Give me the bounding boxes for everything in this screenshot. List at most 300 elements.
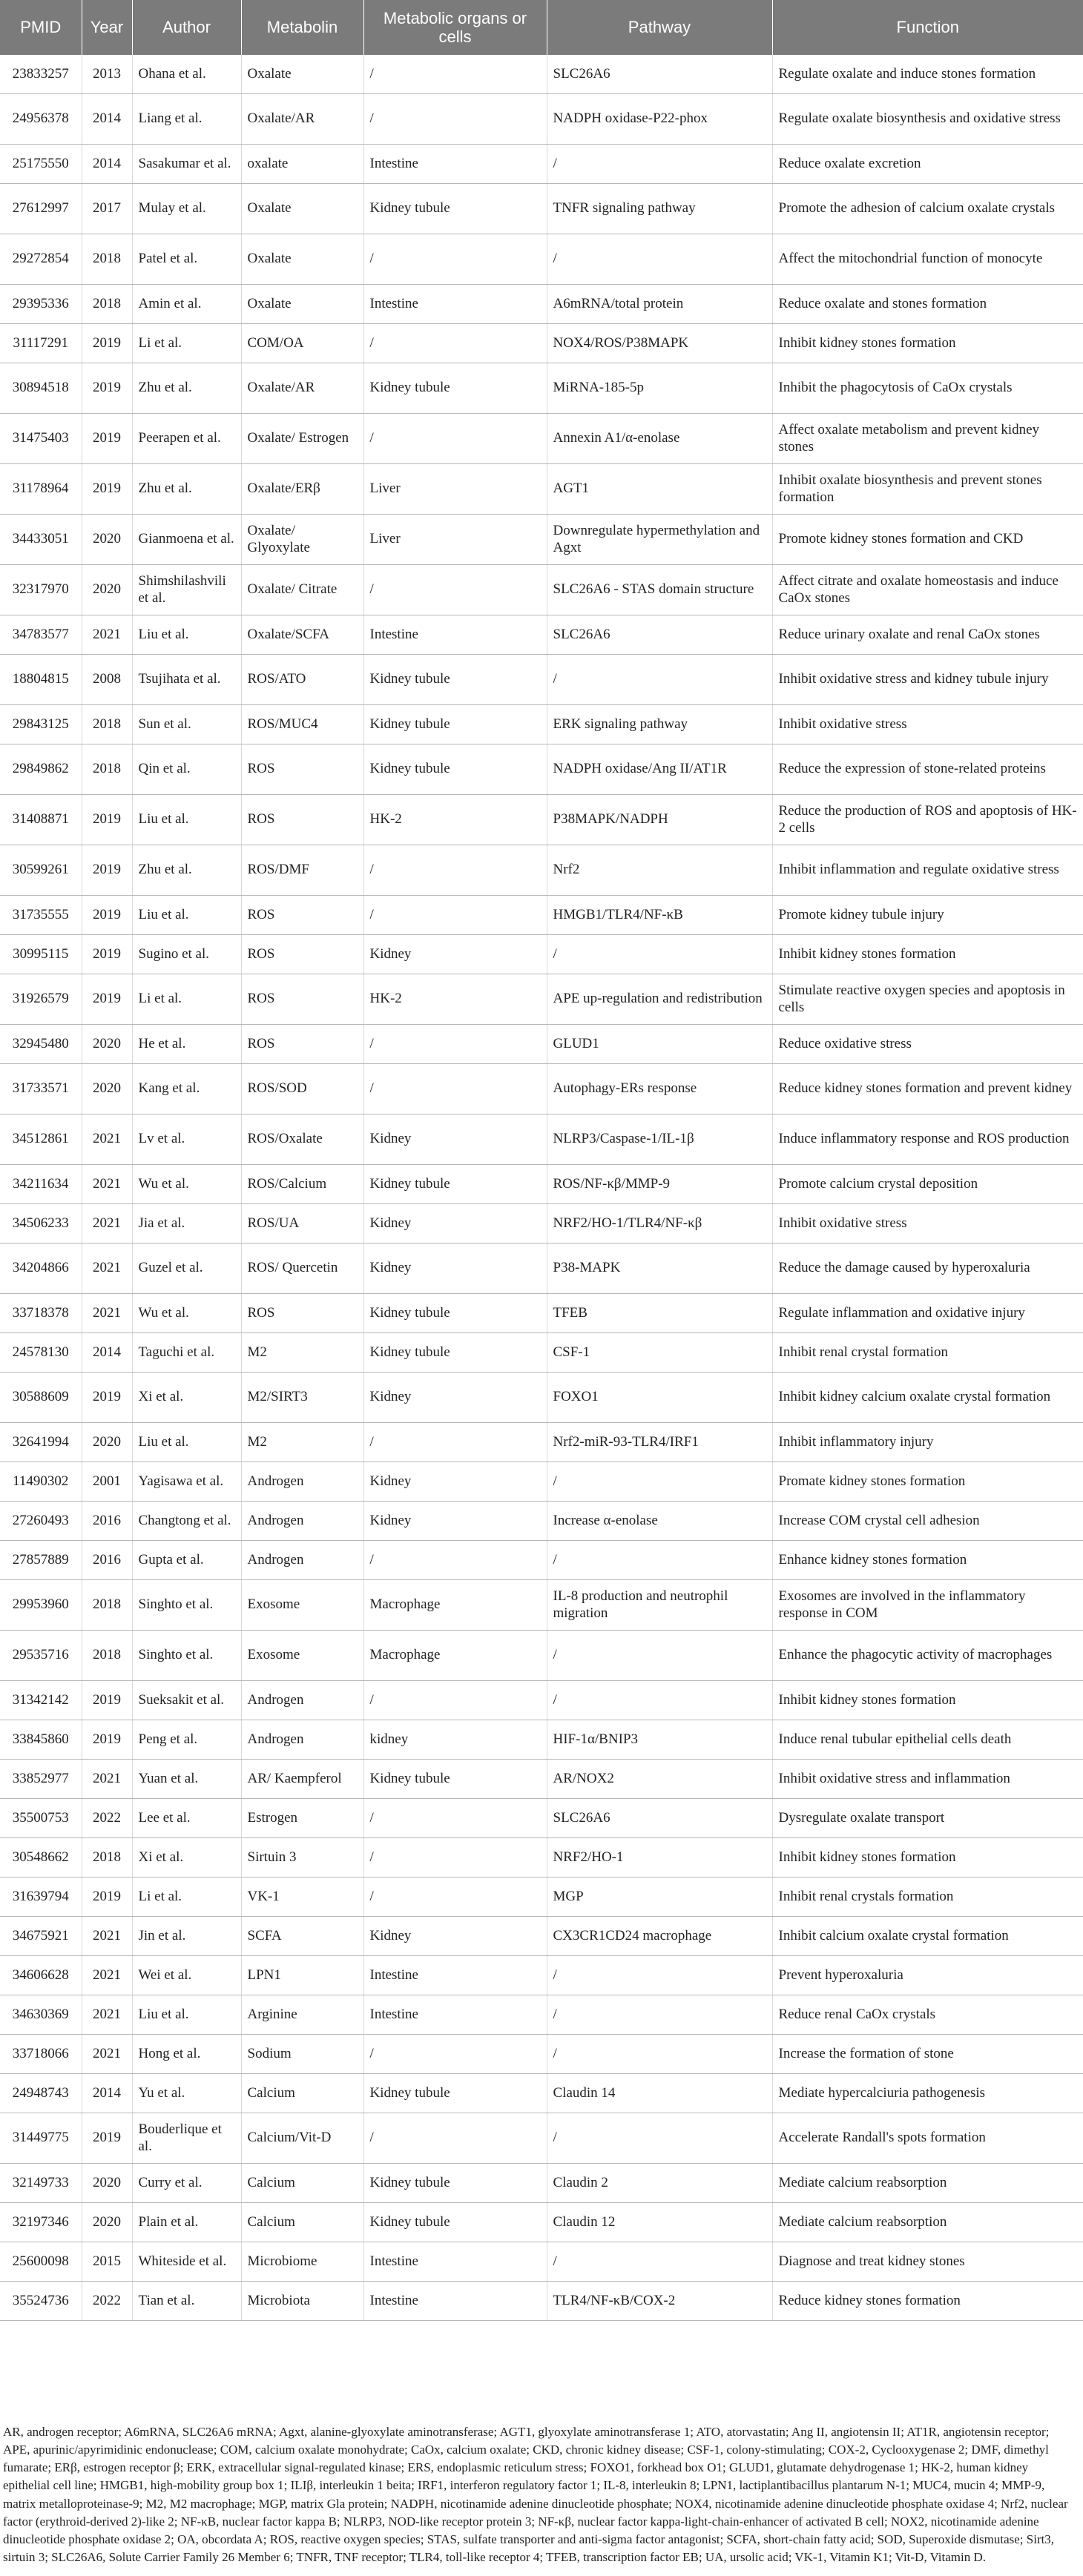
cell-metabolin: Oxalate [241,234,363,285]
cell-metabolin: Sirtuin 3 [241,1838,363,1877]
cell-year: 2020 [82,2164,132,2203]
cell-metabolin: Arginine [241,1995,363,2035]
table-row [0,184,1083,234]
cell-year: 2019 [82,2113,132,2164]
cell-function: Accelerate Randall's spots formation [772,2113,1083,2164]
cell-metabolin: Androgen [241,1681,363,1720]
cell-organ: / [363,1681,547,1720]
cell-metabolin: SCFA [241,1917,363,1956]
cell-author: Liu et al. [132,615,241,655]
cell-author: Qin et al. [132,744,241,795]
cell-metabolin: Androgen [241,1541,363,1580]
cell-pathway: Nrf2 [547,845,772,896]
cell-function: Inhibit the phagocytosis of CaOx crystals [772,363,1083,414]
cell-pathway: Claudin 12 [547,2203,772,2242]
cell-pmid: 30995115 [0,935,82,974]
cell-year: 2014 [82,145,132,184]
cell-pathway: IL-8 production and neutrophil migration [547,1580,772,1631]
cell-author: Li et al. [132,324,241,363]
cell-year: 2020 [82,1423,132,1462]
cell-year: 2018 [82,1631,132,1681]
cell-pmid: 24578130 [0,1333,82,1373]
cell-pathway: Nrf2-miR-93-TLR4/IRF1 [547,1423,772,1462]
cell-pathway: NRF2/HO-1 [547,1838,772,1877]
cell-organ: Kidney tubule [363,1333,547,1373]
cell-pmid: 27857889 [0,1541,82,1580]
cell-pathway: / [547,1462,772,1502]
cell-pmid: 35500753 [0,1799,82,1838]
cell-metabolin: Oxalate/ERβ [241,464,363,515]
cell-author: Yagisawa et al. [132,1462,241,1502]
cell-metabolin: LPN1 [241,1956,363,1995]
cell-year: 2021 [82,1114,132,1165]
table-row [0,2282,1083,2321]
cell-pmid: 29535716 [0,1631,82,1681]
cell-year: 2020 [82,2203,132,2242]
table-row [0,285,1083,324]
cell-organ: Kidney tubule [363,1165,547,1204]
cell-pmid: 31926579 [0,974,82,1025]
cell-metabolin: Oxalate/AR [241,94,363,145]
cell-pathway: TNFR signaling pathway [547,184,772,234]
table-row [0,795,1083,845]
header-organs: Metabolic organs or cells [363,0,547,55]
table-row [0,1462,1083,1502]
cell-pmid: 25600098 [0,2242,82,2282]
cell-pathway: FOXO1 [547,1373,772,1423]
cell-organ: / [363,1799,547,1838]
cell-pmid: 31342142 [0,1681,82,1720]
cell-year: 2001 [82,1462,132,1502]
cell-author: Yu et al. [132,2074,241,2113]
cell-function: Inhibit oxidative stress and kidney tubule injury [772,655,1083,705]
cell-author: Bouderlique et al. [132,2113,241,2164]
cell-author: Liu et al. [132,1423,241,1462]
table-row [0,1502,1083,1541]
cell-pmid: 30588609 [0,1373,82,1423]
cell-function: Inhibit calcium oxalate crystal formation [772,1917,1083,1956]
cell-metabolin: ROS/ Quercetin [241,1244,363,1294]
cell-function: Promote kidney tubule injury [772,896,1083,935]
cell-author: Zhu et al. [132,363,241,414]
cell-year: 2019 [82,896,132,935]
cell-function: Inhibit oxidative stress [772,705,1083,744]
cell-metabolin: Calcium [241,2203,363,2242]
cell-year: 2021 [82,1165,132,1204]
table-row [0,1294,1083,1333]
cell-pmid: 33845860 [0,1720,82,1760]
cell-organ: / [363,55,547,94]
cell-pmid: 34675921 [0,1917,82,1956]
cell-year: 2019 [82,935,132,974]
cell-pathway: SLC26A6 [547,615,772,655]
table-row [0,1423,1083,1462]
header-author: Author [132,0,241,55]
table-row [0,1373,1083,1423]
cell-organ: Intestine [363,145,547,184]
cell-pathway: NADPH oxidase-P22-phox [547,94,772,145]
cell-function: Diagnose and treat kidney stones [772,2242,1083,2282]
cell-organ: Intestine [363,2282,547,2321]
cell-year: 2020 [82,565,132,615]
header-metabolin: Metabolin [241,0,363,55]
cell-pmid: 31639794 [0,1877,82,1917]
table-row [0,974,1083,1025]
cell-metabolin: COM/OA [241,324,363,363]
cell-pmid: 34783577 [0,615,82,655]
table-row [0,515,1083,565]
cell-organ: / [363,845,547,896]
cell-function: Affect the mitochondrial function of monocyte [772,234,1083,285]
header-pathway: Pathway [547,0,772,55]
cell-metabolin: Exosome [241,1580,363,1631]
cell-year: 2018 [82,744,132,795]
cell-metabolin: Microbiome [241,2242,363,2282]
table-row [0,935,1083,974]
cell-metabolin: Oxalate/AR [241,363,363,414]
cell-author: Gupta et al. [132,1541,241,1580]
cell-metabolin: Oxalate [241,285,363,324]
cell-pmid: 24956378 [0,94,82,145]
cell-function: Prevent hyperoxaluria [772,1956,1083,1995]
cell-function: Induce renal tubular epithelial cells death [772,1720,1083,1760]
cell-author: Xi et al. [132,1373,241,1423]
cell-metabolin: Androgen [241,1720,363,1760]
cell-pmid: 29849862 [0,744,82,795]
cell-metabolin: Calcium/Vit-D [241,2113,363,2164]
cell-organ: / [363,1064,547,1114]
cell-pmid: 29395336 [0,285,82,324]
cell-year: 2018 [82,234,132,285]
cell-pathway: / [547,2242,772,2282]
cell-pathway: MiRNA-185-5p [547,363,772,414]
cell-author: Tian et al. [132,2282,241,2321]
cell-function: Inhibit renal crystals formation [772,1877,1083,1917]
cell-author: Liu et al. [132,896,241,935]
cell-metabolin: ROS [241,795,363,845]
cell-function: Reduce oxalate excretion [772,145,1083,184]
cell-organ: Kidney tubule [363,2074,547,2113]
cell-pmid: 34512861 [0,1114,82,1165]
cell-year: 2017 [82,184,132,234]
cell-function: Inhibit kidney stones formation [772,935,1083,974]
cell-organ: HK-2 [363,974,547,1025]
cell-author: Plain et al. [132,2203,241,2242]
cell-year: 2018 [82,1580,132,1631]
table-row [0,464,1083,515]
cell-metabolin: Oxalate/SCFA [241,615,363,655]
cell-function: Inhibit oxidative stress [772,1204,1083,1244]
cell-organ: Kidney tubule [363,744,547,795]
cell-function: Mediate calcium reabsorption [772,2164,1083,2203]
table-row [0,1799,1083,1838]
cell-author: Curry et al. [132,2164,241,2203]
cell-author: Li et al. [132,1877,241,1917]
table-row [0,234,1083,285]
cell-organ: / [363,1541,547,1580]
table-row [0,845,1083,896]
cell-pmid: 31449775 [0,2113,82,2164]
cell-pathway: Annexin A1/α-enolase [547,414,772,464]
table-row [0,655,1083,705]
cell-author: Taguchi et al. [132,1333,241,1373]
cell-metabolin: ROS [241,744,363,795]
cell-function: Inhibit kidney stones formation [772,1681,1083,1720]
cell-author: Peng et al. [132,1720,241,1760]
cell-organ: Kidney tubule [363,1294,547,1333]
cell-metabolin: ROS/MUC4 [241,705,363,744]
cell-pathway: Claudin 2 [547,2164,772,2203]
header-pmid: PMID [0,0,82,55]
cell-function: Affect oxalate metabolism and prevent kidney stones [772,414,1083,464]
cell-pathway: / [547,655,772,705]
cell-function: Regulate oxalate biosynthesis and oxidative stress [772,94,1083,145]
cell-function: Promate kidney stones formation [772,1462,1083,1502]
cell-metabolin: ROS [241,1294,363,1333]
cell-organ: Kidney tubule [363,1760,547,1799]
cell-pmid: 27612997 [0,184,82,234]
cell-pmid: 31735555 [0,896,82,935]
cell-function: Promote the adhesion of calcium oxalate crystals [772,184,1083,234]
cell-function: Promote calcium crystal deposition [772,1165,1083,1204]
table-row [0,1333,1083,1373]
cell-function: Mediate calcium reabsorption [772,2203,1083,2242]
cell-organ: HK-2 [363,795,547,845]
cell-author: Whiteside et al. [132,2242,241,2282]
table-row [0,1204,1083,1244]
cell-metabolin: Androgen [241,1462,363,1502]
cell-function: Inhibit renal crystal formation [772,1333,1083,1373]
table-row [0,55,1083,94]
cell-metabolin: Oxalate [241,184,363,234]
table-row [0,363,1083,414]
cell-metabolin: Estrogen [241,1799,363,1838]
cell-pmid: 24948743 [0,2074,82,2113]
cell-author: Wei et al. [132,1956,241,1995]
cell-organ: Kidney [363,1502,547,1541]
cell-year: 2020 [82,515,132,565]
cell-pmid: 31178964 [0,464,82,515]
cell-function: Inhibit oxidative stress and inflammation [772,1760,1083,1799]
cell-metabolin: ROS [241,896,363,935]
cell-organ: / [363,2035,547,2074]
cell-function: Reduce kidney stones formation [772,2282,1083,2321]
cell-organ: Intestine [363,285,547,324]
cell-organ: Kidney tubule [363,2203,547,2242]
cell-author: Zhu et al. [132,845,241,896]
cell-year: 2021 [82,1917,132,1956]
cell-pathway: NADPH oxidase/Ang II/AT1R [547,744,772,795]
cell-pathway: CSF-1 [547,1333,772,1373]
cell-function: Inhibit kidney stones formation [772,1838,1083,1877]
cell-author: Sueksakit et al. [132,1681,241,1720]
cell-year: 2014 [82,1333,132,1373]
cell-function: Promote kidney stones formation and CKD [772,515,1083,565]
cell-year: 2021 [82,1760,132,1799]
cell-author: Mulay et al. [132,184,241,234]
cell-organ: Macrophage [363,1580,547,1631]
cell-function: Reduce the production of ROS and apoptosis of HK-2 cells [772,795,1083,845]
cell-pmid: 30894518 [0,363,82,414]
cell-pathway: SLC26A6 - STAS domain structure [547,565,772,615]
cell-author: Guzel et al. [132,1244,241,1294]
cell-organ: / [363,94,547,145]
cell-function: Reduce renal CaOx crystals [772,1995,1083,2035]
cell-pathway: TFEB [547,1294,772,1333]
cell-author: Lee et al. [132,1799,241,1838]
cell-organ: Kidney [363,1114,547,1165]
table-row [0,705,1083,744]
cell-metabolin: ROS [241,935,363,974]
cell-function: Reduce kidney stones formation and prevent kidney [772,1064,1083,1114]
table-row [0,1165,1083,1204]
table-row [0,1064,1083,1114]
cell-pathway: Downregulate hypermethylation and Agxt [547,515,772,565]
cell-metabolin: ROS [241,974,363,1025]
cell-year: 2021 [82,2035,132,2074]
cell-metabolin: Oxalate/ Citrate [241,565,363,615]
cell-author: Liu et al. [132,795,241,845]
cell-author: Ohana et al. [132,55,241,94]
cell-metabolin: ROS/UA [241,1204,363,1244]
table-footnote: AR, androgen receptor; A6mRNA, SLC26A6 mRNA; Agxt, alanine-glyoxylate aminotransferase; AGT1, glyoxylate aminotransferase 1; ATO, atorvastatin; Ang II, angiotensin II; AT1R, angiotensin receptor; APE, apurinic/apyrimidinic endonuclease; COM, calcium oxalate monohydrate; CaOx, calcium oxalate; CKD, chronic kidney disease; CSF-1, colony-stimulating; COX-2, Cyclooxygenase 2; DMF, dimethyl fumarate; ERβ, estrogen receptor β; ERK, extracellular signal-regulated kinase; ERS, endoplasmic reticulum stress; FOXO1, forkhead box O1; GLUD1, glutamate dehydrogenase 1; HK-2, human kidney epithelial cell line; HMGB1, high-mobility group box 1; ILIβ, interleukin 1 beita; IRF1, interferon regulatory factor 1; IL-8, interleukin 8; LPN1, lactiplantibacillus plantarum N-1; MUC4, mucin 4; MMP-9, matrix metalloproteinase-9; M2, M2 macrophage; MGP, matrix Gla protein; NADPH, nicotinamide adenine dinucleotide phosphate; NOX4, nicotinamide adenine dinucleotide phosphate oxidase 4; Nrf2, nuclear factor (erythroid-derived 2)-like 2; NF-κB, nuclear factor kappa B; NLRP3, NOD-like receptor protein 3; NF-κβ, nuclear factor kappa-light-chain-enhancer of activated B cell; NOX2, nicotinamide adenine dinucleotide phosphate oxidase 2; OA, obcordata A; ROS, reactive oxygen species; STAS, sulfate transporter and anti-sigma factor antagonist; SCFA, short-chain fatty acid; SOD, Superoxide dismutase; Sirt3, sirtuin 3; SLC26A6, Solute Carrier Family 26 Member 6; TNFR, TNF receptor; TLR4, toll-like receptor 4; TFEB, transcription factor EB; UA, ursolic acid; VK-1, Vitamin K1; Vit-D, Vitamin D. [3,2425,1068,2564]
cell-function: Inhibit kidney stones formation [772,324,1083,363]
cell-metabolin: ROS [241,1025,363,1064]
cell-year: 2008 [82,655,132,705]
cell-pmid: 33718378 [0,1294,82,1333]
cell-metabolin: VK-1 [241,1877,363,1917]
cell-metabolin: Sodium [241,2035,363,2074]
cell-year: 2019 [82,1720,132,1760]
cell-pmid: 23833257 [0,55,82,94]
cell-function: Affect citrate and oxalate homeostasis and induce CaOx stones [772,565,1083,615]
cell-year: 2021 [82,1956,132,1995]
table-row [0,1760,1083,1799]
cell-organ: / [363,2113,547,2164]
cell-function: Increase COM crystal cell adhesion [772,1502,1083,1541]
table-row [0,1720,1083,1760]
cell-pmid: 32197346 [0,2203,82,2242]
cell-metabolin: Oxalate/ Estrogen [241,414,363,464]
cell-function: Reduce the damage caused by hyperoxaluria [772,1244,1083,1294]
cell-year: 2021 [82,1204,132,1244]
cell-author: Xi et al. [132,1838,241,1877]
table-row [0,1917,1083,1956]
cell-organ: Kidney [363,1462,547,1502]
cell-pathway: P38-MAPK [547,1244,772,1294]
cell-pmid: 31117291 [0,324,82,363]
cell-function: Reduce urinary oxalate and renal CaOx stones [772,615,1083,655]
cell-pmid: 29843125 [0,705,82,744]
cell-pathway: / [547,234,772,285]
table-row [0,2035,1083,2074]
table-row [0,2203,1083,2242]
cell-function: Regulate oxalate and induce stones formation [772,55,1083,94]
cell-function: Reduce oxidative stress [772,1025,1083,1064]
cell-organ: Liver [363,515,547,565]
cell-pathway: HMGB1/TLR4/NF-κB [547,896,772,935]
cell-pmid: 11490302 [0,1462,82,1502]
cell-author: Sun et al. [132,705,241,744]
cell-organ: Kidney [363,1917,547,1956]
cell-pathway: / [547,2113,772,2164]
cell-organ: Kidney tubule [363,184,547,234]
table-row [0,2074,1083,2113]
cell-pmid: 35524736 [0,2282,82,2321]
cell-year: 2014 [82,2074,132,2113]
cell-function: Exosomes are involved in the inflammatory response in COM [772,1580,1083,1631]
cell-function: Dysregulate oxalate transport [772,1799,1083,1838]
cell-function: Inhibit inflammatory injury [772,1423,1083,1462]
cell-pathway: ROS/NF-κβ/MMP-9 [547,1165,772,1204]
cell-pmid: 34606628 [0,1956,82,1995]
cell-author: Lv et al. [132,1114,241,1165]
table-row [0,565,1083,615]
table-row [0,1541,1083,1580]
cell-year: 2019 [82,845,132,896]
cell-pathway: / [547,1541,772,1580]
cell-author: Singhto et al. [132,1580,241,1631]
cell-pathway: CX3CR1CD24 macrophage [547,1917,772,1956]
cell-metabolin: Microbiota [241,2282,363,2321]
cell-pmid: 33718066 [0,2035,82,2074]
cell-year: 2022 [82,2282,132,2321]
table-row [0,1244,1083,1294]
cell-author: Shimshilashvili et al. [132,565,241,615]
cell-year: 2019 [82,795,132,845]
cell-metabolin: ROS/SOD [241,1064,363,1114]
cell-organ: Intestine [363,2242,547,2282]
cell-pmid: 31475403 [0,414,82,464]
cell-author: Liu et al. [132,1995,241,2035]
cell-pmid: 29272854 [0,234,82,285]
cell-organ: / [363,1423,547,1462]
table-row [0,324,1083,363]
cell-author: Amin et al. [132,285,241,324]
table-row [0,1025,1083,1064]
cell-author: Wu et al. [132,1294,241,1333]
header-year: Year [82,0,132,55]
cell-pathway: Autophagy-ERs response [547,1064,772,1114]
cell-function: Reduce the expression of stone-related proteins [772,744,1083,795]
cell-pmid: 32317970 [0,565,82,615]
cell-year: 2019 [82,1373,132,1423]
cell-author: Liang et al. [132,94,241,145]
cell-year: 2014 [82,94,132,145]
cell-metabolin: ROS/Oxalate [241,1114,363,1165]
cell-pathway: / [547,2035,772,2074]
cell-author: Jia et al. [132,1204,241,1244]
cell-year: 2018 [82,705,132,744]
cell-year: 2019 [82,464,132,515]
cell-pmid: 32945480 [0,1025,82,1064]
cell-pmid: 34630369 [0,1995,82,2035]
cell-pathway: P38MAPK/NADPH [547,795,772,845]
table-row [0,1877,1083,1917]
cell-organ: / [363,324,547,363]
cell-function: Mediate hypercalciuria pathogenesis [772,2074,1083,2113]
cell-metabolin: Exosome [241,1631,363,1681]
table-row [0,2242,1083,2282]
cell-pathway: / [547,1995,772,2035]
table-row [0,1580,1083,1631]
cell-metabolin: AR/ Kaempferol [241,1760,363,1799]
cell-author: Peerapen et al. [132,414,241,464]
table-row [0,94,1083,145]
cell-author: Tsujihata et al. [132,655,241,705]
cell-organ: kidney [363,1720,547,1760]
cell-author: Singhto et al. [132,1631,241,1681]
